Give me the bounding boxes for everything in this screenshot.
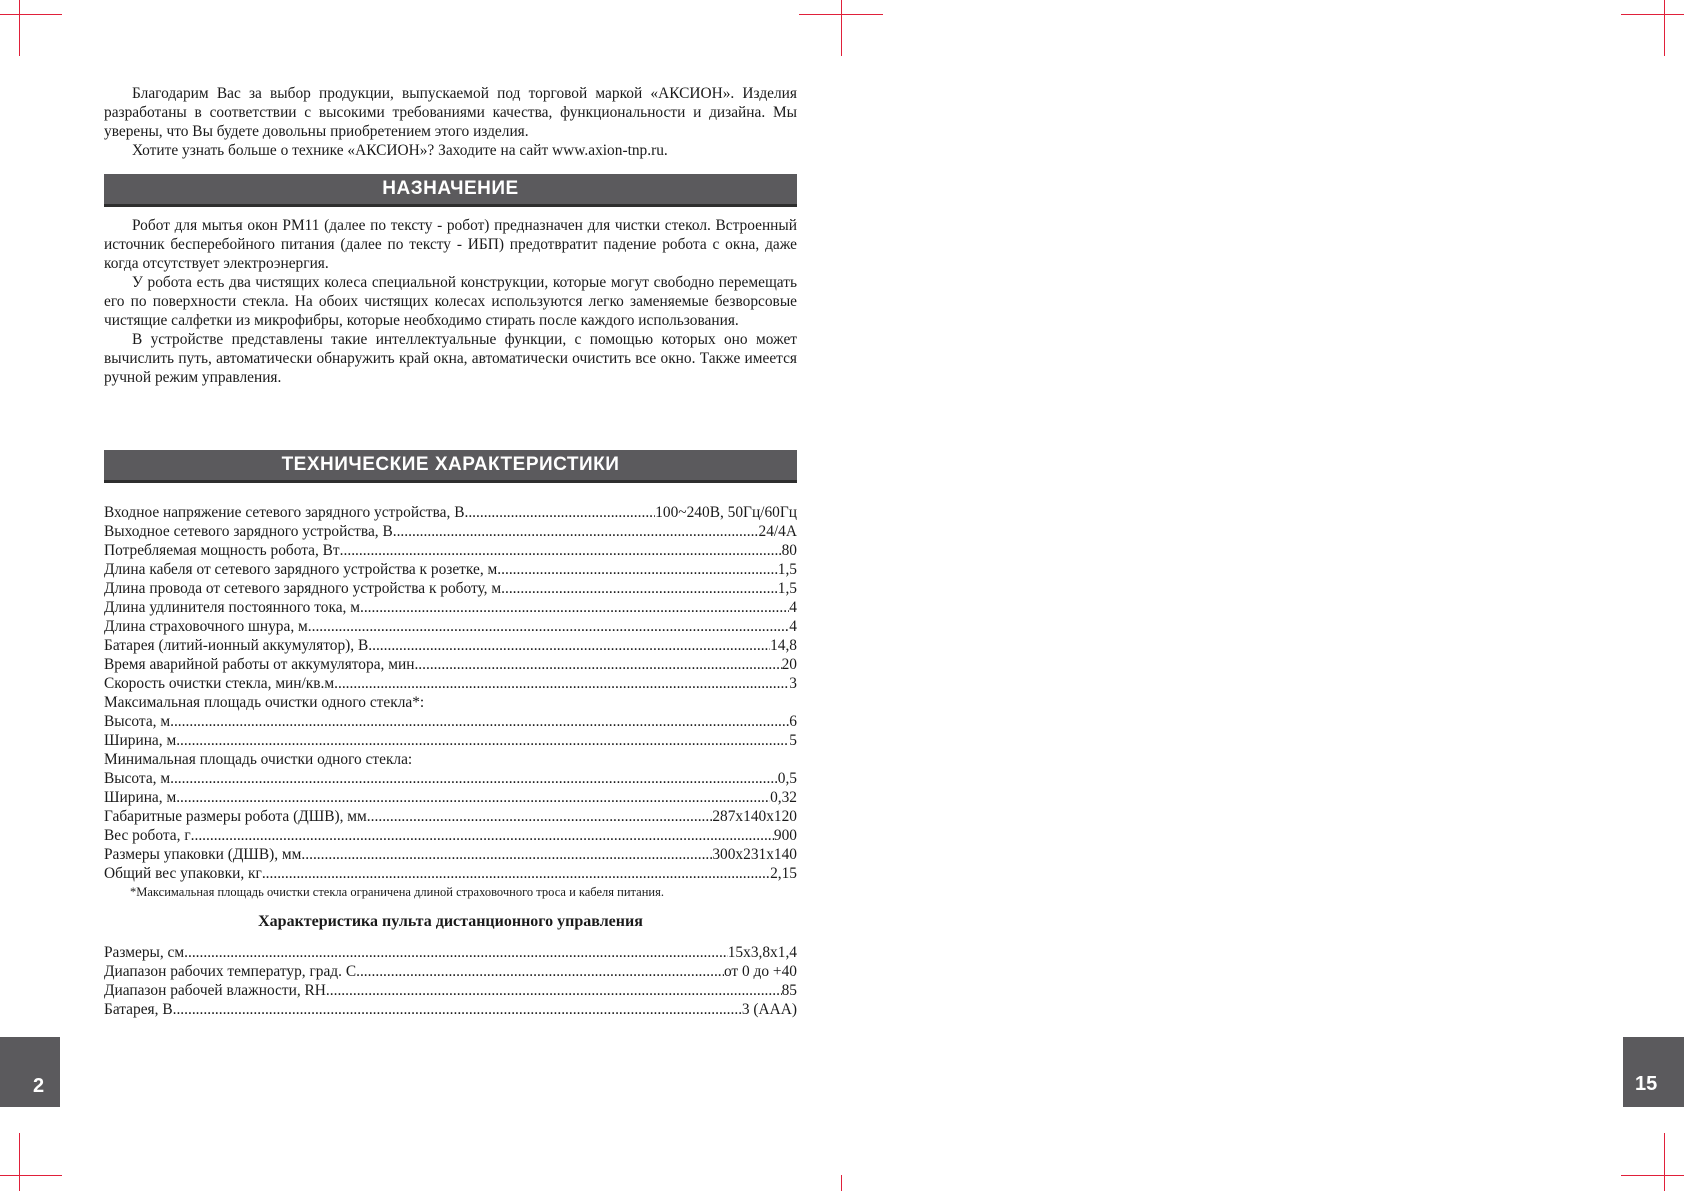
- spec-label: Высота, м: [104, 713, 171, 730]
- spec-value: 300х231х140: [712, 846, 797, 863]
- spec-leader-dots: [176, 731, 789, 750]
- purpose-paragraph: Робот для мытья окон РМ11 (далее по тексту - робот) предназначен для чистки стекол. Встроенный источник бесперебойного питания (далее по тексту - ИБП) предотвратит падение робота с окна, даже когда отсутствует электроэнергия.: [104, 217, 797, 272]
- spec-label: Скорость очистки стекла, мин/кв.м: [104, 675, 335, 692]
- spec-value: 24/4А: [758, 523, 797, 540]
- spec-leader-dots: [176, 788, 770, 807]
- max-area-heading: Максимальная площадь очистки одного стекла*:: [104, 694, 425, 711]
- spec-value: 4: [789, 618, 797, 635]
- spec-label: Выходное сетевого зарядного устройства, В: [104, 523, 393, 540]
- spec-row: [104, 712, 797, 731]
- spec-label: Вес робота, г: [104, 827, 191, 844]
- spec-label: Длина провода от сетевого зарядного устройства к роботу, м: [104, 580, 502, 597]
- spec-label: Потребляемая мощность робота, Вт: [104, 542, 340, 559]
- crop-mark: [841, 0, 842, 56]
- spec-leader-dots: [191, 826, 774, 845]
- spec-value: 0,5: [777, 770, 797, 787]
- spec-leader-dots: [497, 560, 777, 579]
- spec-value: 3: [789, 675, 797, 692]
- spec-leader-dots: [367, 807, 713, 826]
- spec-row: [104, 807, 797, 826]
- spec-row: [104, 503, 797, 522]
- spec-leader-dots: [170, 712, 789, 731]
- page-number-left: [0, 1037, 60, 1107]
- crop-mark: [1621, 1175, 1684, 1176]
- spec-leader-dots: [368, 636, 770, 655]
- spec-row: [104, 560, 797, 579]
- spec-leader-dots: [464, 503, 655, 522]
- spec-leader-dots: [326, 981, 782, 1000]
- spec-leader-dots: [393, 522, 759, 541]
- spec-row: [104, 864, 797, 883]
- spec-row: [104, 541, 797, 560]
- spec-row: [104, 522, 797, 541]
- spec-value: 14,8: [770, 637, 797, 654]
- spec-row: [104, 636, 797, 655]
- crop-mark: [19, 0, 20, 56]
- remote-section-title: Характеристика пульта дистанционного управления: [258, 913, 643, 930]
- spec-leader-dots: [340, 541, 782, 560]
- spec-value: 4: [789, 599, 797, 616]
- spec-value: 5: [789, 732, 797, 749]
- spec-leader-dots: [356, 962, 724, 981]
- spec-leader-dots: [360, 598, 789, 617]
- crop-mark: [1664, 1133, 1665, 1191]
- spec-row: [104, 962, 797, 981]
- spec-leader-dots: [334, 674, 789, 693]
- spec-row: [104, 1000, 797, 1019]
- purpose-paragraph: У робота есть два чистящих колеса специальной конструкции, которые могут свободно перемещать его по поверхности стекла. На обоих чистящих колесах используются легко заменяемые безворсовые чистящие салфетки из микрофибры, которые необходимо стирать после каждого использования.: [104, 274, 797, 329]
- remote-specs-list: [104, 943, 797, 1019]
- spec-label: Габаритные размеры робота (ДШВ), мм: [104, 808, 367, 825]
- spec-value: от 0 до +40: [723, 963, 797, 980]
- page-number-left-text: 2: [33, 1075, 45, 1097]
- spec-value: 1,5: [777, 561, 797, 578]
- spec-row: [104, 769, 797, 788]
- spec-value: 85: [781, 982, 797, 999]
- spec-value: 15х3,8х1,4: [727, 944, 797, 961]
- spec-label: Диапазон рабочей влажности, RH: [104, 982, 326, 999]
- intro-website-paragraph: Хотите узнать больше о технике «АКСИОН»? Заходите на сайт www.axion-tnp.ru.: [132, 142, 668, 159]
- spec-label: Диапазон рабочих температур, град. С: [104, 963, 357, 980]
- spec-leader-dots: [262, 864, 770, 883]
- spec-label: Длина кабеля от сетевого зарядного устройства к розетке, м: [104, 561, 498, 578]
- spec-value: 0,32: [770, 789, 797, 806]
- spec-label: Общий вес упаковки, кг: [104, 865, 262, 882]
- spec-leader-dots: [308, 617, 790, 636]
- spec-leader-dots: [170, 769, 778, 788]
- spec-value: 80: [781, 542, 797, 559]
- spec-label: Батарея, В: [104, 1001, 173, 1018]
- spec-leader-dots: [414, 655, 781, 674]
- spec-row: [104, 617, 797, 636]
- spec-value: 900: [773, 827, 797, 844]
- spec-label: Высота, м: [104, 770, 171, 787]
- spec-row: [104, 598, 797, 617]
- spec-leader-dots: [501, 579, 778, 598]
- specs-list: [104, 503, 797, 883]
- crop-mark: [19, 1133, 20, 1191]
- crop-mark: [1664, 0, 1665, 56]
- specs-section-title: ТЕХНИЧЕСКИЕ ХАРАКТЕРИСТИКИ: [104, 450, 797, 483]
- spec-leader-dots: [301, 845, 712, 864]
- spec-value: 100~240В, 50Гц/60Гц: [655, 504, 797, 521]
- intro-paragraph: Благодарим Вас за выбор продукции, выпускаемой под торговой маркой «АКСИОН». Изделия разработаны в соответствии с высокими требованиями качества, функциональности и дизайна. Мы уверены, что Вы будете довольны приобретением этого изделия.: [104, 85, 797, 140]
- spec-label: Длина страховочного шнура, м: [104, 618, 308, 635]
- spec-row: [104, 579, 797, 598]
- spec-label: Длина удлинителя постоянного тока, м: [104, 599, 360, 616]
- purpose-paragraph: В устройстве представлены такие интеллектуальные функции, с помощью которых оно может вычислить путь, автоматически обнаружить край окна, автоматически очистить все окно. Также имеется ручной режим управления.: [104, 331, 797, 386]
- spec-label: Размеры упаковки (ДШВ), мм: [104, 846, 302, 863]
- spec-row: [104, 981, 797, 1000]
- spec-label: Размеры, см: [104, 944, 185, 961]
- spec-row: [104, 943, 797, 962]
- crop-mark: [1621, 14, 1684, 15]
- spec-row: [104, 655, 797, 674]
- spec-row: [104, 826, 797, 845]
- spec-row: [104, 845, 797, 864]
- spec-label: Батарея (литий-ионный аккумулятор), В: [104, 637, 369, 654]
- spec-label: Ширина, м: [104, 789, 177, 806]
- spec-value: 2,15: [770, 865, 797, 882]
- spec-row: [104, 731, 797, 750]
- spec-label: Ширина, м: [104, 732, 177, 749]
- spec-label: Время аварийной работы от аккумулятора, мин: [104, 656, 415, 673]
- purpose-section-title: НАЗНАЧЕНИЕ: [104, 174, 797, 207]
- spec-value: 287х140х120: [712, 808, 797, 825]
- spec-value: 3 (ААА): [741, 1001, 797, 1018]
- min-area-heading: Минимальная площадь очистки одного стекла:: [104, 751, 413, 768]
- crop-mark: [0, 14, 62, 15]
- specs-footnote: *Максимальная площадь очистки стекла ограничена длиной страховочного троса и кабеля питания.: [130, 885, 664, 899]
- page-number-right: [1623, 1037, 1684, 1107]
- crop-mark: [841, 1175, 842, 1191]
- spec-row: [104, 674, 797, 693]
- spec-value: 1,5: [777, 580, 797, 597]
- page-number-right-text: 15: [1635, 1073, 1658, 1095]
- spec-value: 6: [789, 713, 797, 730]
- purpose-section: [104, 216, 797, 387]
- spec-label: Входное напряжение сетевого зарядного устройства, В: [104, 504, 465, 521]
- document-column: [104, 84, 797, 1019]
- crop-mark: [0, 1175, 62, 1176]
- spec-leader-dots: [184, 943, 728, 962]
- spec-value: 20: [781, 656, 797, 673]
- spec-row: [104, 788, 797, 807]
- spec-leader-dots: [173, 1000, 742, 1019]
